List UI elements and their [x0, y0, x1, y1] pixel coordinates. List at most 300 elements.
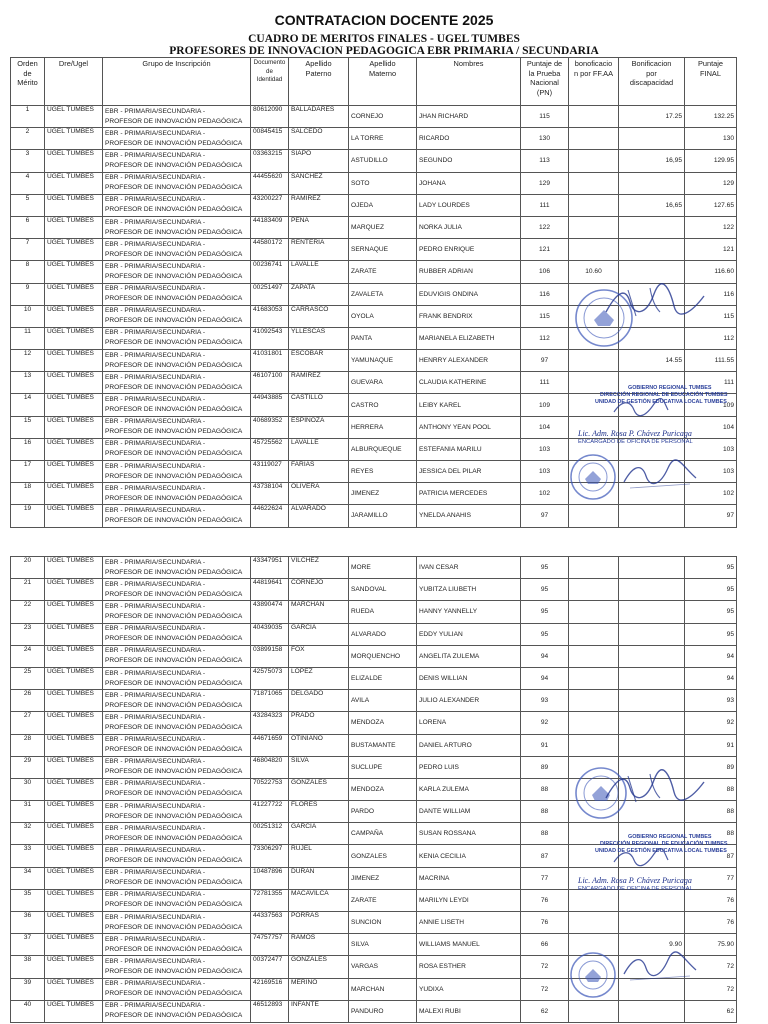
cell-orden: 27: [11, 712, 45, 734]
cell-apellido-paterno: GARCIA: [289, 823, 349, 845]
cell-grupo: [103, 438, 251, 460]
cell-apellido-materno: SOTO: [349, 172, 417, 194]
cell-grupo: [103, 867, 251, 889]
cell-ugel: UGEL TUMBES: [45, 372, 103, 394]
grupo-line-1: EBR - PRIMARIA/SECUNDARIA -: [105, 913, 206, 921]
cell-grupo: [103, 239, 251, 261]
grupo-line-1: EBR - PRIMARIA/SECUNDARIA -: [105, 847, 206, 855]
table-row: [11, 305, 737, 327]
cell-nombres: HANNY YANNELLY: [417, 601, 521, 623]
cell-ugel: UGEL TUMBES: [45, 1000, 103, 1022]
document-subtitle: CUADRO DE MERITOS FINALES - UGEL TUMBES: [248, 33, 520, 45]
cell-puntaje-final: 95: [685, 623, 737, 645]
cell-apellido-paterno: OTINIANO: [289, 734, 349, 756]
grupo-line-1: EBR - PRIMARIA/SECUNDARIA -: [105, 107, 206, 115]
stamp-unidad-gestion: UNIDAD DE GESTIÓN EDUCATIVA LOCAL TUMBES: [595, 399, 727, 405]
cell-documento: 80612090: [251, 106, 289, 128]
cell-bonificacion-ffaa: [569, 327, 619, 349]
cell-bonificacion-ffaa: 10.60: [569, 261, 619, 283]
table-row: [11, 239, 737, 261]
cell-bonificacion-ffaa: [569, 150, 619, 172]
grupo-line-2: PROFESOR DE INNOVACIÓN PEDAGÓGICA: [105, 184, 243, 192]
grupo-line-2: PROFESOR DE INNOVACIÓN PEDAGÓGICA: [105, 228, 243, 236]
table-row: [11, 194, 737, 216]
grupo-line-2: PROFESOR DE INNOVACIÓN PEDAGÓGICA: [105, 406, 243, 414]
cell-bonificacion-discapacidad: [619, 461, 685, 483]
stamp-signer-role: ENCARGADO DE OFICINA DE PERSONAL: [578, 439, 693, 445]
table-row: [11, 645, 737, 667]
cell-nombres: NORKA JULIA: [417, 216, 521, 238]
cell-grupo: [103, 106, 251, 128]
cell-bonificacion-ffaa: [569, 623, 619, 645]
cell-grupo: [103, 801, 251, 823]
cell-puntaje-final: 104: [685, 416, 737, 438]
cell-puntaje-pn: 102: [521, 483, 569, 505]
cell-puntaje-final: 132.25: [685, 106, 737, 128]
cell-apellido-paterno: ESCOBAR: [289, 350, 349, 372]
cell-orden: 14: [11, 394, 45, 416]
cell-bonificacion-ffaa: [569, 934, 619, 956]
cell-bonificacion-discapacidad: [619, 978, 685, 1000]
cell-apellido-paterno: BALLADARES: [289, 106, 349, 128]
cell-grupo: [103, 690, 251, 712]
cell-bonificacion-ffaa: [569, 956, 619, 978]
cell-bonificacion-discapacidad: 16,65: [619, 194, 685, 216]
cell-bonificacion-ffaa: [569, 1000, 619, 1022]
cell-orden: 21: [11, 579, 45, 601]
grupo-line-1: EBR - PRIMARIA/SECUNDARIA -: [105, 625, 206, 633]
cell-bonificacion-discapacidad: [619, 889, 685, 911]
cell-puntaje-final: 77: [685, 867, 737, 889]
cell-documento: 43738104: [251, 483, 289, 505]
cell-bonificacion-ffaa: [569, 690, 619, 712]
cell-documento: 43347951: [251, 557, 289, 579]
grupo-line-1: EBR - PRIMARIA/SECUNDARIA -: [105, 240, 206, 248]
cell-documento: 43890474: [251, 601, 289, 623]
cell-documento: 44622624: [251, 505, 289, 527]
cell-documento: 73306297: [251, 845, 289, 867]
cell-nombres: SUSAN ROSSANA: [417, 823, 521, 845]
cell-apellido-paterno: VILCHEZ: [289, 557, 349, 579]
cell-nombres: ROSA ESTHER: [417, 956, 521, 978]
cell-documento: 00845415: [251, 128, 289, 150]
cell-ugel: UGEL TUMBES: [45, 579, 103, 601]
cell-nombres: YUBITZA LIUBETH: [417, 579, 521, 601]
cell-puntaje-pn: 66: [521, 934, 569, 956]
cell-puntaje-final: 97: [685, 505, 737, 527]
grupo-line-2: PROFESOR DE INNOVACIÓN PEDAGÓGICA: [105, 990, 243, 998]
cell-documento: 44819641: [251, 579, 289, 601]
cell-bonificacion-discapacidad: [619, 756, 685, 778]
cell-bonificacion-ffaa: [569, 645, 619, 667]
cell-puntaje-final: 95: [685, 557, 737, 579]
col-header-apellido-paterno: Apellido Paterno: [289, 58, 349, 106]
cell-bonificacion-discapacidad: [619, 956, 685, 978]
cell-grupo: [103, 505, 251, 527]
cell-puntaje-final: 111.55: [685, 350, 737, 372]
cell-nombres: PATRICIA MERCEDES: [417, 483, 521, 505]
cell-puntaje-final: 72: [685, 978, 737, 1000]
grupo-line-1: EBR - PRIMARIA/SECUNDARIA -: [105, 506, 206, 514]
cell-documento: 00251497: [251, 283, 289, 305]
grupo-line-1: EBR - PRIMARIA/SECUNDARIA -: [105, 602, 206, 610]
cell-bonificacion-ffaa: [569, 239, 619, 261]
cell-bonificacion-discapacidad: [619, 645, 685, 667]
cell-apellido-paterno: GONZALES: [289, 956, 349, 978]
cell-nombres: SEGUNDO: [417, 150, 521, 172]
cell-apellido-materno: SUCLUPE: [349, 756, 417, 778]
cell-grupo: [103, 261, 251, 283]
cell-apellido-paterno: DURAN: [289, 867, 349, 889]
cell-nombres: LEIBY KAREL: [417, 394, 521, 416]
cell-bonificacion-ffaa: [569, 912, 619, 934]
cell-ugel: UGEL TUMBES: [45, 106, 103, 128]
cell-orden: 29: [11, 756, 45, 778]
cell-apellido-paterno: LAVALLE: [289, 438, 349, 460]
cell-puntaje-pn: 103: [521, 438, 569, 460]
cell-orden: 22: [11, 601, 45, 623]
cell-apellido-materno: MARQUEZ: [349, 216, 417, 238]
cell-documento: 41227722: [251, 801, 289, 823]
cell-puntaje-pn: 77: [521, 867, 569, 889]
cell-apellido-materno: CORNEJO: [349, 106, 417, 128]
cell-orden: 15: [11, 416, 45, 438]
cell-orden: 11: [11, 327, 45, 349]
cell-nombres: MARILYN LEYDI: [417, 889, 521, 911]
cell-puntaje-final: 94: [685, 645, 737, 667]
cell-bonificacion-discapacidad: [619, 327, 685, 349]
stamp-gobierno-regional: GOBIERNO REGIONAL TUMBES: [628, 385, 712, 391]
grupo-line-2: PROFESOR DE INNOVACIÓN PEDAGÓGICA: [105, 494, 243, 502]
cell-grupo: [103, 283, 251, 305]
cell-orden: 39: [11, 978, 45, 1000]
cell-orden: 26: [11, 690, 45, 712]
cell-apellido-paterno: OLIVERA: [289, 483, 349, 505]
table-row: [11, 150, 737, 172]
cell-puntaje-pn: 87: [521, 845, 569, 867]
cell-documento: 71871065: [251, 690, 289, 712]
cell-puntaje-final: 109: [685, 394, 737, 416]
cell-ugel: UGEL TUMBES: [45, 461, 103, 483]
grupo-line-1: EBR - PRIMARIA/SECUNDARIA -: [105, 980, 206, 988]
cell-bonificacion-discapacidad: [619, 557, 685, 579]
cell-puntaje-pn: 72: [521, 978, 569, 1000]
cell-nombres: CLAUDIA KATHERINE: [417, 372, 521, 394]
cell-apellido-materno: LA TORRE: [349, 128, 417, 150]
cell-bonificacion-discapacidad: 9.90: [619, 934, 685, 956]
grupo-line-1: EBR - PRIMARIA/SECUNDARIA -: [105, 691, 206, 699]
cell-bonificacion-ffaa: [569, 483, 619, 505]
cell-nombres: KENIA CECILIA: [417, 845, 521, 867]
grupo-line-2: PROFESOR DE INNOVACIÓN PEDAGÓGICA: [105, 361, 243, 369]
cell-grupo: [103, 416, 251, 438]
grupo-line-2: PROFESOR DE INNOVACIÓN PEDAGÓGICA: [105, 923, 243, 931]
col-header-puntaje-final: Puntaje FINAL: [685, 58, 737, 106]
cell-grupo: [103, 956, 251, 978]
grupo-line-1: EBR - PRIMARIA/SECUNDARIA -: [105, 440, 206, 448]
cell-bonificacion-ffaa: [569, 978, 619, 1000]
cell-bonificacion-discapacidad: [619, 601, 685, 623]
grupo-line-1: EBR - PRIMARIA/SECUNDARIA -: [105, 351, 206, 359]
cell-apellido-materno: ALBURQUEQUE: [349, 438, 417, 460]
cell-puntaje-final: 112: [685, 327, 737, 349]
cell-grupo: [103, 216, 251, 238]
cell-orden: 33: [11, 845, 45, 867]
cell-puntaje-pn: 92: [521, 712, 569, 734]
cell-documento: 00236741: [251, 261, 289, 283]
cell-puntaje-final: 103: [685, 438, 737, 460]
grupo-line-2: PROFESOR DE INNOVACIÓN PEDAGÓGICA: [105, 516, 243, 524]
cell-grupo: [103, 579, 251, 601]
cell-nombres: ANTHONY YEAN POOL: [417, 416, 521, 438]
table-row: [11, 350, 737, 372]
table-row: [11, 956, 737, 978]
cell-bonificacion-ffaa: [569, 734, 619, 756]
cell-puntaje-pn: 95: [521, 601, 569, 623]
cell-apellido-paterno: FOX: [289, 645, 349, 667]
grupo-line-2: PROFESOR DE INNOVACIÓN PEDAGÓGICA: [105, 945, 243, 953]
cell-grupo: [103, 889, 251, 911]
cell-orden: 6: [11, 216, 45, 238]
cell-apellido-materno: RUEDA: [349, 601, 417, 623]
cell-orden: 23: [11, 623, 45, 645]
cell-apellido-materno: YAMUNAQUE: [349, 350, 417, 372]
cell-grupo: [103, 483, 251, 505]
cell-nombres: HENRRY ALEXANDER: [417, 350, 521, 372]
cell-documento: 41683053: [251, 305, 289, 327]
grupo-line-1: EBR - PRIMARIA/SECUNDARIA -: [105, 580, 206, 588]
cell-bonificacion-ffaa: [569, 461, 619, 483]
cell-puntaje-pn: 115: [521, 305, 569, 327]
cell-apellido-materno: ELIZALDE: [349, 667, 417, 689]
cell-puntaje-pn: 89: [521, 756, 569, 778]
cell-grupo: [103, 645, 251, 667]
cell-apellido-paterno: ESPINOZA: [289, 416, 349, 438]
cell-documento: 43284323: [251, 712, 289, 734]
cell-orden: 30: [11, 778, 45, 800]
cell-puntaje-final: 95: [685, 579, 737, 601]
cell-nombres: MACRINA: [417, 867, 521, 889]
cell-puntaje-final: 111: [685, 372, 737, 394]
table-row: [11, 778, 737, 800]
col-header-bonificacion-ffaa: bonoficacio n por FF.AA: [569, 58, 619, 106]
cell-orden: 19: [11, 505, 45, 527]
cell-bonificacion-discapacidad: 14.55: [619, 350, 685, 372]
grupo-line-2: PROFESOR DE INNOVACIÓN PEDAGÓGICA: [105, 834, 243, 842]
cell-documento: 74757757: [251, 934, 289, 956]
cell-ugel: UGEL TUMBES: [45, 394, 103, 416]
cell-documento: 10487896: [251, 867, 289, 889]
cell-documento: 72781355: [251, 889, 289, 911]
cell-bonificacion-discapacidad: [619, 712, 685, 734]
cell-apellido-paterno: RENTERIA: [289, 239, 349, 261]
cell-grupo: [103, 601, 251, 623]
grupo-line-2: PROFESOR DE INNOVACIÓN PEDAGÓGICA: [105, 679, 243, 687]
cell-ugel: UGEL TUMBES: [45, 889, 103, 911]
table-row: [11, 557, 737, 579]
grupo-line-1: EBR - PRIMARIA/SECUNDARIA -: [105, 758, 206, 766]
cell-bonificacion-ffaa: [569, 667, 619, 689]
cell-bonificacion-ffaa: [569, 305, 619, 327]
table-row: [11, 461, 737, 483]
cell-nombres: JULIO ALEXANDER: [417, 690, 521, 712]
cell-bonificacion-ffaa: [569, 372, 619, 394]
cell-bonificacion-discapacidad: [619, 667, 685, 689]
cell-apellido-paterno: MERINO: [289, 978, 349, 1000]
cell-apellido-materno: SERNAQUE: [349, 239, 417, 261]
cell-apellido-paterno: ALVARADO: [289, 505, 349, 527]
cell-apellido-materno: ZAVALETA: [349, 283, 417, 305]
grupo-line-2: PROFESOR DE INNOVACIÓN PEDAGÓGICA: [105, 612, 243, 620]
cell-puntaje-pn: 97: [521, 350, 569, 372]
cell-grupo: [103, 557, 251, 579]
cell-nombres: MARIANELA ELIZABETH: [417, 327, 521, 349]
cell-puntaje-pn: 88: [521, 778, 569, 800]
cell-nombres: IVAN CESAR: [417, 557, 521, 579]
cell-apellido-paterno: GARCIA: [289, 623, 349, 645]
cell-orden: 7: [11, 239, 45, 261]
cell-ugel: UGEL TUMBES: [45, 867, 103, 889]
grupo-line-1: EBR - PRIMARIA/SECUNDARIA -: [105, 935, 206, 943]
cell-apellido-paterno: INFANTE: [289, 1000, 349, 1022]
cell-apellido-materno: ASTUDILLO: [349, 150, 417, 172]
cell-puntaje-pn: 106: [521, 261, 569, 283]
grupo-line-2: PROFESOR DE INNOVACIÓN PEDAGÓGICA: [105, 428, 243, 436]
cell-bonificacion-discapacidad: 17.25: [619, 106, 685, 128]
cell-apellido-materno: PANTA: [349, 327, 417, 349]
cell-puntaje-pn: 88: [521, 801, 569, 823]
cell-orden: 2: [11, 128, 45, 150]
cell-apellido-materno: HERRERA: [349, 416, 417, 438]
cell-nombres: ANNIE LISETH: [417, 912, 521, 934]
cell-orden: 25: [11, 667, 45, 689]
cell-grupo: [103, 372, 251, 394]
cell-apellido-paterno: PEÑA: [289, 216, 349, 238]
cell-ugel: UGEL TUMBES: [45, 283, 103, 305]
cell-apellido-paterno: PORRAS: [289, 912, 349, 934]
cell-orden: 24: [11, 645, 45, 667]
cell-orden: 38: [11, 956, 45, 978]
cell-documento: 40689352: [251, 416, 289, 438]
cell-ugel: UGEL TUMBES: [45, 194, 103, 216]
grupo-line-2: PROFESOR DE INNOVACIÓN PEDAGÓGICA: [105, 339, 243, 347]
cell-orden: 10: [11, 305, 45, 327]
col-header-documento: Documento de Identidad: [251, 58, 289, 106]
cell-apellido-paterno: FARIAS: [289, 461, 349, 483]
cell-bonificacion-discapacidad: [619, 579, 685, 601]
grupo-line-1: EBR - PRIMARIA/SECUNDARIA -: [105, 151, 206, 159]
cell-orden: 3: [11, 150, 45, 172]
cell-documento: 43200227: [251, 194, 289, 216]
cell-documento: 46804820: [251, 756, 289, 778]
cell-nombres: LORENA: [417, 712, 521, 734]
cell-puntaje-pn: 103: [521, 461, 569, 483]
grupo-line-1: EBR - PRIMARIA/SECUNDARIA -: [105, 329, 206, 337]
stamp-signer-role: ENCARGADO DE OFICINA DE PERSONAL: [578, 886, 693, 892]
cell-puntaje-pn: 88: [521, 823, 569, 845]
cell-nombres: JESSICA DEL PILAR: [417, 461, 521, 483]
cell-bonificacion-discapacidad: [619, 216, 685, 238]
cell-apellido-paterno: DELGADO: [289, 690, 349, 712]
cell-grupo: [103, 823, 251, 845]
cell-apellido-paterno: YLLESCAS: [289, 327, 349, 349]
cell-ugel: UGEL TUMBES: [45, 172, 103, 194]
cell-apellido-paterno: PRADO: [289, 712, 349, 734]
cell-bonificacion-discapacidad: [619, 1000, 685, 1022]
cell-puntaje-final: 116: [685, 283, 737, 305]
cell-bonificacion-ffaa: [569, 216, 619, 238]
cell-ugel: UGEL TUMBES: [45, 601, 103, 623]
table-row: [11, 128, 737, 150]
cell-grupo: [103, 128, 251, 150]
stamp-direccion-regional: DIRECCIÓN REGIONAL DE EDUCACIÓN TUMBES: [600, 841, 728, 847]
grupo-line-1: EBR - PRIMARIA/SECUNDARIA -: [105, 129, 206, 137]
cell-documento: 00251312: [251, 823, 289, 845]
cell-apellido-materno: CASTRO: [349, 394, 417, 416]
cell-grupo: [103, 327, 251, 349]
cell-ugel: UGEL TUMBES: [45, 128, 103, 150]
cell-apellido-materno: GUEVARA: [349, 372, 417, 394]
cell-ugel: UGEL TUMBES: [45, 416, 103, 438]
cell-grupo: [103, 1000, 251, 1022]
cell-ugel: UGEL TUMBES: [45, 483, 103, 505]
cell-orden: 36: [11, 912, 45, 934]
cell-orden: 18: [11, 483, 45, 505]
cell-grupo: [103, 150, 251, 172]
cell-puntaje-pn: 112: [521, 327, 569, 349]
cell-apellido-materno: AVILA: [349, 690, 417, 712]
grupo-line-1: EBR - PRIMARIA/SECUNDARIA -: [105, 891, 206, 899]
grupo-line-2: PROFESOR DE INNOVACIÓN PEDAGÓGICA: [105, 901, 243, 909]
cell-puntaje-pn: 111: [521, 372, 569, 394]
cell-ugel: UGEL TUMBES: [45, 712, 103, 734]
grupo-line-2: PROFESOR DE INNOVACIÓN PEDAGÓGICA: [105, 635, 243, 643]
cell-bonificacion-ffaa: [569, 505, 619, 527]
cell-apellido-materno: GONZALES: [349, 845, 417, 867]
grupo-line-1: EBR - PRIMARIA/SECUNDARIA -: [105, 418, 206, 426]
cell-apellido-paterno: LOPEZ: [289, 667, 349, 689]
cell-documento: 03899158: [251, 645, 289, 667]
cell-bonificacion-discapacidad: [619, 690, 685, 712]
cell-apellido-materno: MORE: [349, 557, 417, 579]
cell-ugel: UGEL TUMBES: [45, 327, 103, 349]
grupo-line-2: PROFESOR DE INNOVACIÓN PEDAGÓGICA: [105, 657, 243, 665]
cell-puntaje-pn: 113: [521, 150, 569, 172]
grupo-line-2: PROFESOR DE INNOVACIÓN PEDAGÓGICA: [105, 250, 243, 258]
cell-puntaje-pn: 76: [521, 912, 569, 934]
cell-ugel: UGEL TUMBES: [45, 623, 103, 645]
table-row: [11, 172, 737, 194]
cell-ugel: UGEL TUMBES: [45, 690, 103, 712]
cell-bonificacion-ffaa: [569, 801, 619, 823]
page-break-gap: [0, 545, 768, 553]
cell-puntaje-pn: 121: [521, 239, 569, 261]
cell-apellido-paterno: RAMIREZ: [289, 372, 349, 394]
cell-puntaje-pn: 115: [521, 106, 569, 128]
cell-apellido-materno: PANDURO: [349, 1000, 417, 1022]
cell-puntaje-final: 115: [685, 305, 737, 327]
grupo-line-2: PROFESOR DE INNOVACIÓN PEDAGÓGICA: [105, 857, 243, 865]
grupo-line-2: PROFESOR DE INNOVACIÓN PEDAGÓGICA: [105, 472, 243, 480]
cell-apellido-paterno: GONZÁLES: [289, 778, 349, 800]
grupo-line-1: EBR - PRIMARIA/SECUNDARIA -: [105, 957, 206, 965]
cell-bonificacion-discapacidad: [619, 801, 685, 823]
cell-puntaje-pn: 94: [521, 667, 569, 689]
cell-documento: 43119027: [251, 461, 289, 483]
cell-puntaje-final: 88: [685, 801, 737, 823]
grupo-line-2: PROFESOR DE INNOVACIÓN PEDAGÓGICA: [105, 723, 243, 731]
cell-apellido-paterno: SIAPO: [289, 150, 349, 172]
